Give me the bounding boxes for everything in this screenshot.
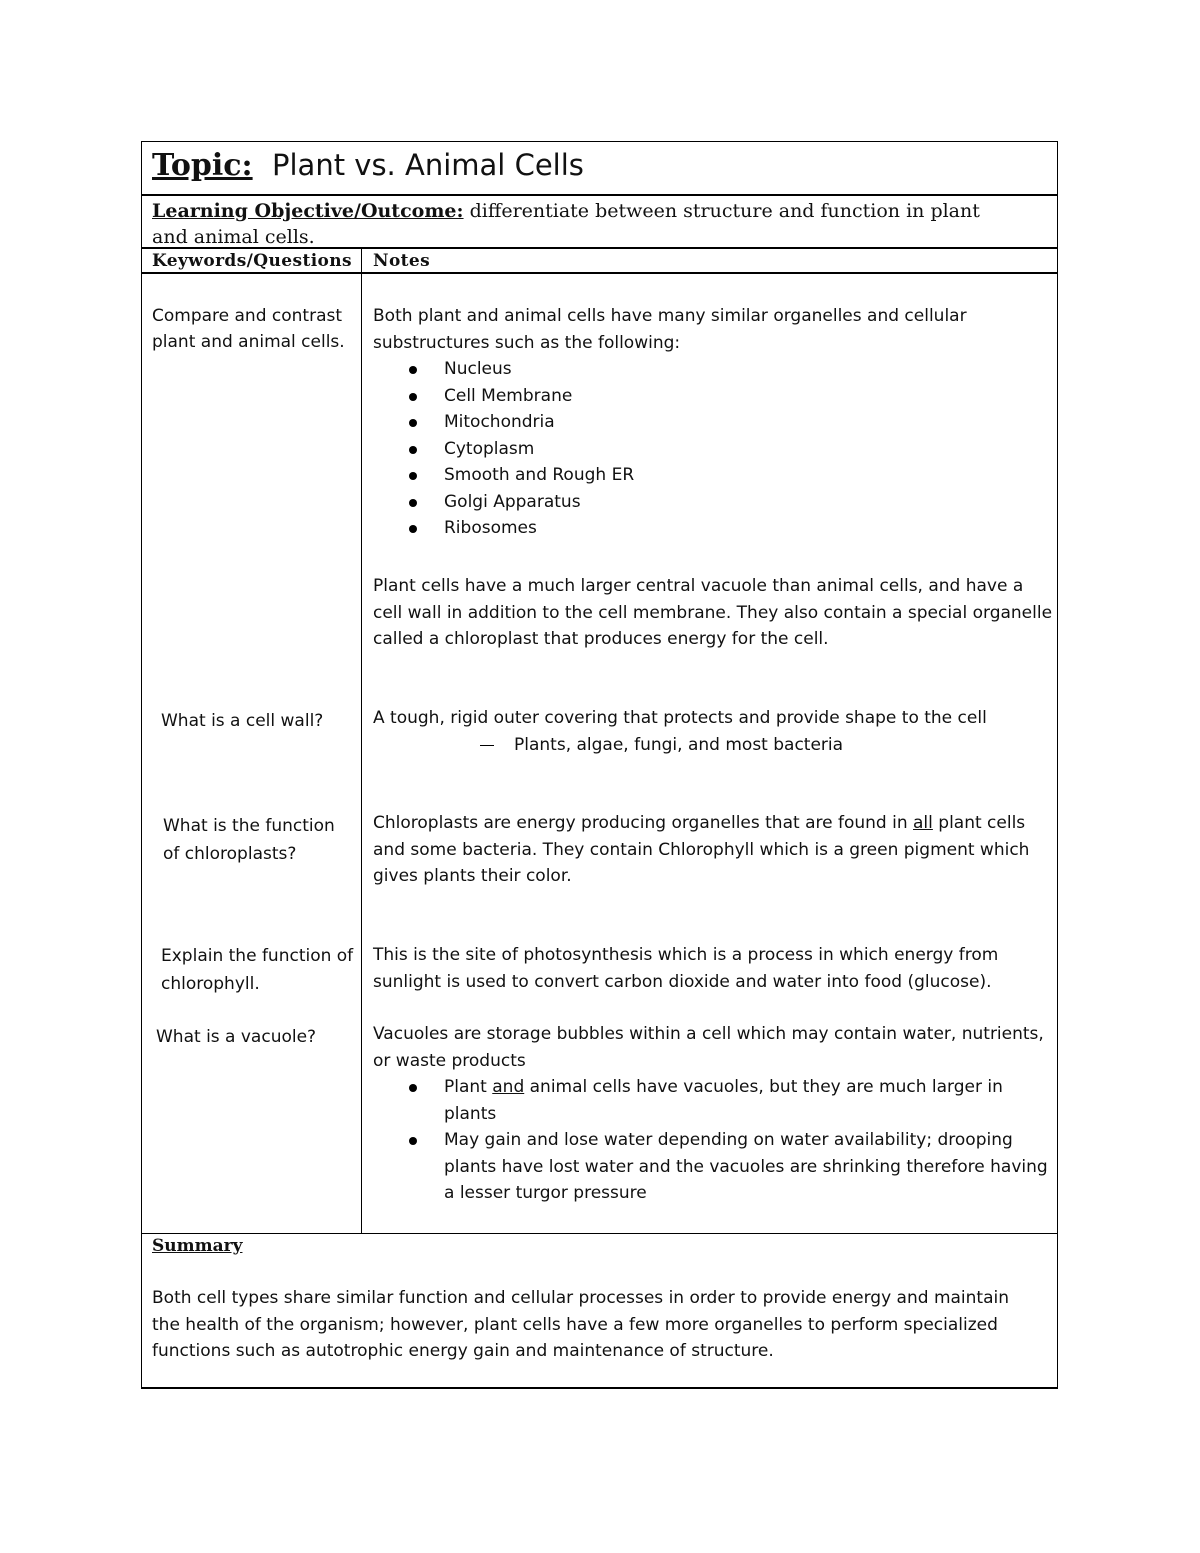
- notes-cell-wall-sub-text: Plants, algae, fungi, and most bacteria: [514, 734, 844, 755]
- organelle-label: Mitochondria: [444, 412, 555, 432]
- summary-text: Both cell types share similar function and cellular processes in order to provide energy and maintain the health of the organism; however, plant cells have a few more organelles to perform specialized functions such as autotrophic energy gain and maintenance of structure.: [152, 1288, 1009, 1361]
- keywords-header: Keywords/Questions: [152, 251, 353, 271]
- bullet-dot: [409, 525, 417, 533]
- bullet-dot: [409, 1137, 417, 1145]
- summary-title: Summary: [152, 1236, 243, 1256]
- notes-vacuole-answer: Vacuoles are storage bubbles within a cell which may contain water, nutrients, or waste products: [373, 1024, 1044, 1071]
- summary-divider: [142, 1233, 1057, 1234]
- vacuole-bullet-2: [373, 1127, 1053, 1207]
- column-header-row: [142, 249, 1057, 274]
- column-divider: [361, 249, 362, 1233]
- bullet-dot: [409, 1084, 417, 1092]
- vacuole-bullet-1-a: Plant: [444, 1077, 493, 1097]
- objective-row: [142, 196, 1057, 249]
- notes-cell-wall-answer: A tough, rigid outer covering that protects and provide shape to the cell: [373, 708, 987, 728]
- bullet-dot: [409, 472, 417, 480]
- chloroplasts-text-a: Chloroplasts are energy producing organelles that are found in: [373, 813, 913, 833]
- bullet-dot: [409, 446, 417, 454]
- organelle-item: [373, 515, 1053, 542]
- organelle-label: Cell Membrane: [444, 385, 573, 406]
- question-compare: Compare and contrast plant and animal cells.: [152, 306, 345, 352]
- objective-label: Learning Objective/Outcome:: [152, 200, 464, 222]
- topic-label: Topic:: [152, 148, 253, 183]
- question-chlorophyll: Explain the function of chlorophyll.: [161, 946, 354, 994]
- chloroplasts-text-b: plant cells and some bacteria. They contain Chlorophyll which is a green pigment which gives plants their color.: [373, 813, 1030, 886]
- bullet-dot: [409, 393, 417, 401]
- question-cell-wall: What is a cell wall?: [161, 711, 324, 731]
- organelle-item: [373, 462, 1053, 489]
- organelle-item: [373, 356, 1053, 383]
- notes-compare-intro: Both plant and animal cells have many similar organelles and cellular substructures such as the following:: [373, 306, 967, 353]
- vacuole-bullet-1-emphasis: and: [492, 1077, 525, 1097]
- organelle-label: Nucleus: [444, 359, 512, 379]
- vacuole-bullet-1: [373, 1074, 1053, 1127]
- notes-cell-wall: [373, 705, 1053, 758]
- learning-objective: [152, 198, 1017, 250]
- organelle-label: Golgi Apparatus: [444, 491, 581, 512]
- dash-bullet: [480, 745, 494, 747]
- organelle-label: Ribosomes: [444, 518, 537, 538]
- organelle-label: Smooth and Rough ER: [444, 465, 635, 485]
- objective-text: differentiate between structure and function in plant and animal cells.: [152, 200, 980, 248]
- notes-compare: [373, 303, 1053, 542]
- notes-header: Notes: [373, 251, 431, 271]
- notes-vacuole: [373, 1021, 1053, 1207]
- question-vacuole: What is a vacuole?: [156, 1027, 317, 1047]
- bullet-dot: [409, 366, 417, 374]
- notes-plant-differences: Plant cells have a much larger central vacuole than animal cells, and have a cell wall in addition to the cell membrane. They also contain a special organelle called a chloroplast that produces energy for the cell.: [373, 576, 1053, 649]
- organelle-item: [373, 489, 1053, 516]
- chloroplasts-emphasis: all: [913, 813, 933, 833]
- vacuole-bullet-2-text: May gain and lose water depending on water availability; drooping plants have lost water and the vacuoles are shrinking therefore having a lesser turgor pressure: [444, 1130, 1048, 1203]
- notes-chloroplasts: [373, 810, 1053, 890]
- notes-chlorophyll: This is the site of photosynthesis which is a process in which energy from sunlight is used to convert carbon dioxide and water into food (glucose).: [373, 945, 999, 992]
- organelle-item: [373, 383, 1053, 410]
- organelle-list: [373, 356, 1053, 542]
- topic-title: Plant vs. Animal Cells: [272, 148, 584, 182]
- organelle-item: [373, 409, 1053, 436]
- cornell-notes-sheet: [141, 141, 1058, 1389]
- organelle-item: [373, 436, 1053, 463]
- question-chloroplasts: What is the function of chloroplasts?: [163, 816, 335, 864]
- topic-row: [142, 142, 1057, 196]
- bullet-dot: [409, 499, 417, 507]
- bullet-dot: [409, 419, 417, 427]
- vacuole-bullets: [373, 1074, 1053, 1207]
- organelle-label: Cytoplasm: [444, 438, 535, 459]
- notes-cell-wall-sub: [373, 732, 1053, 759]
- vacuole-bullet-1-b: animal cells have vacuoles, but they are much larger in plants: [444, 1077, 1003, 1124]
